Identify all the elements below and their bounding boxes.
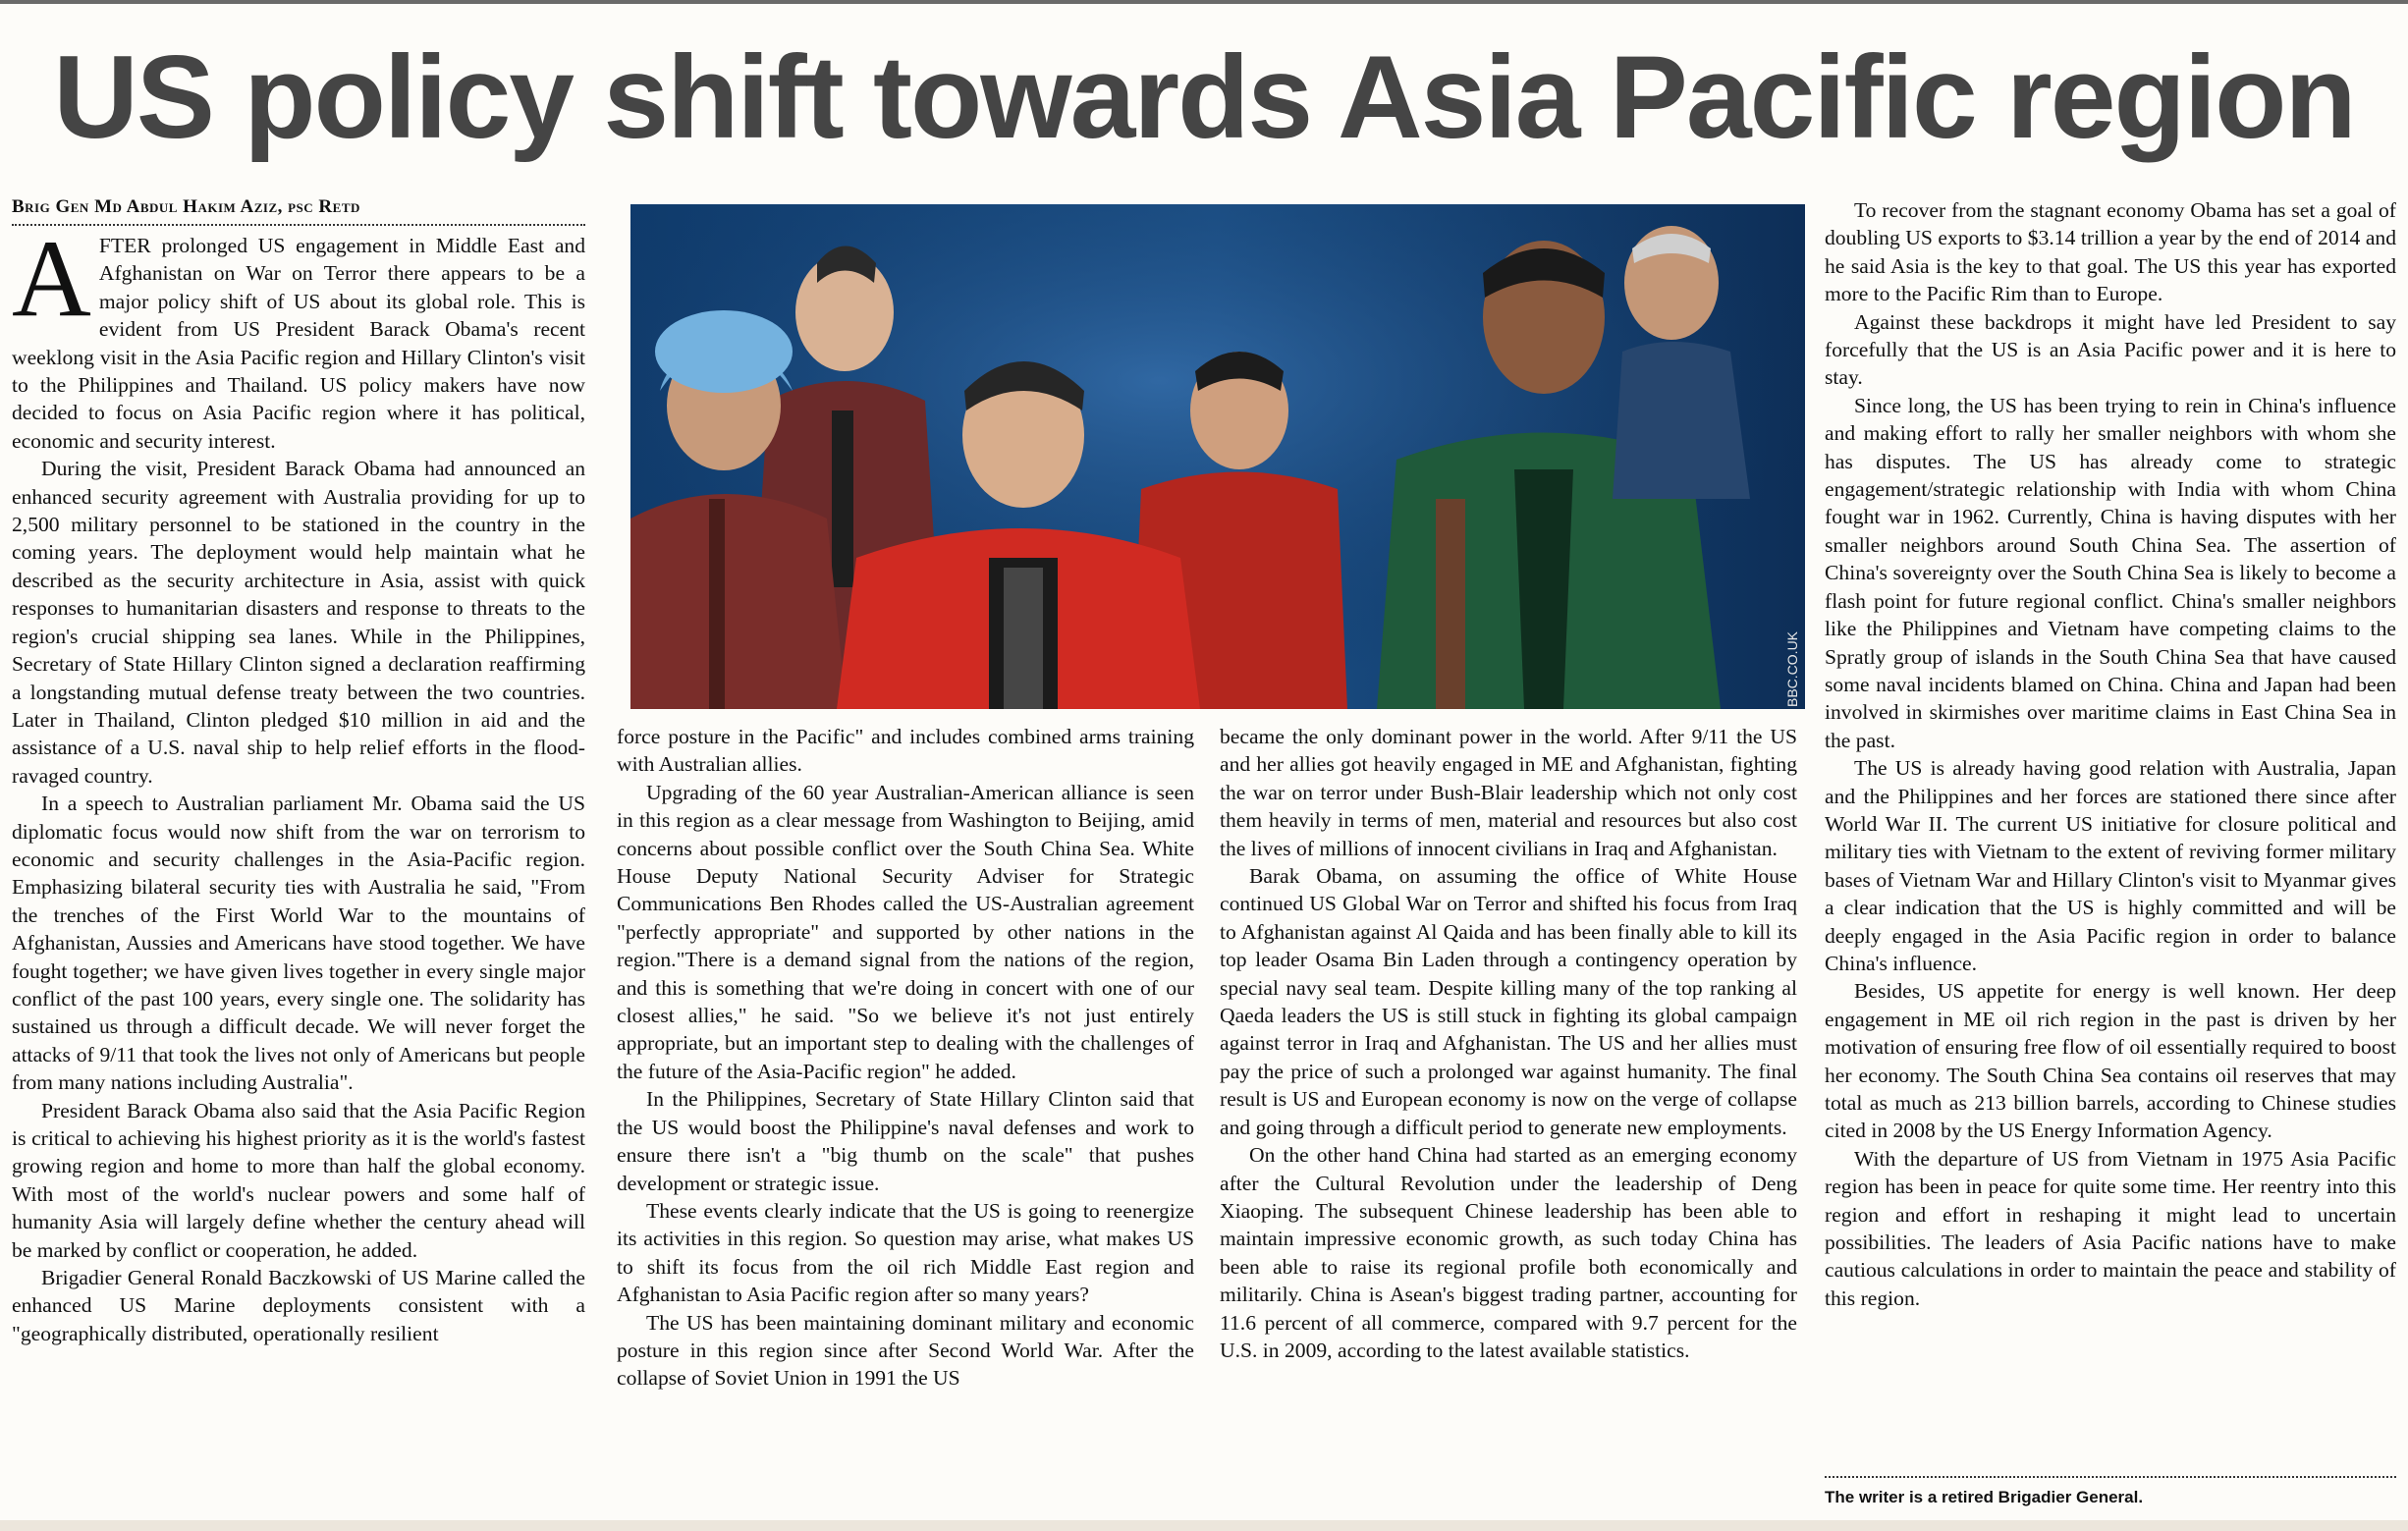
photo-credit: BBC.CO.UK (1784, 630, 1800, 707)
paragraph (12, 218, 585, 455)
author-note: The writer is a retired Brigadier General. (1825, 1476, 2396, 1507)
article-column-4 (1825, 196, 2396, 1312)
paragraph: In a speech to Australian parliament Mr. Obama said the US diplomatic focus would now shift from the war on terrorism to economic and security challenges in the Asia-Pacific region. Emphasizing bilateral security ties with Australia he said, "From the trenches of the First World War to the mountains of Afghanistan, Aussies and Americans have stood together. We have fought together; we have given lives together in every single major conflict of the past 100 years, every single one. The solidarity has sustained us through a difficult decade. We will never forget the attacks of 9/11 that took the lives not only of Americans but people from many nations including Australia". (12, 792, 585, 1095)
drop-cap: A (12, 218, 91, 340)
page-bottom-strip (0, 1520, 2408, 1531)
paragraph: The US is already having good relation with Australia, Japan and the Philippines and her forces are stationed there since after World War II. The current US initiative for closure political and military ties with Vietnam to the extent of reviving former military bases of Vietnam War and Hillary Clinton's visit to Myanmar gives a clear indication that the US is highly committed and will be deeply engaged in the Asia Pacific region in order to balance China's influence. (1825, 756, 2396, 975)
paragraph: Since long, the US has been trying to rein in China's influence and making effort to rally her smaller neighbors with whom she has disputes. The US has already come to strategic engagement/strategic relationship with India with whom China fought war in 1962. Currently, China is having disputes with her smaller neighbors around South China Sea. The assertion of China's sovereignty over the South China Sea is likely to become a flash point for future regional conflict. China's smaller neighbors like the Philippines and Vietnam have competing claims to the Spratly group of islands in the South China Sea that have caused some naval incidents blamed on China. China and Japan had been involved in skirmishes over maritime claims in East China Sea in the past. (1825, 393, 2396, 752)
paragraph: These events clearly indicate that the US is going to reenergize its activities in this region. So question may arise, what makes US to shift its focus from the oil rich Middle East region and Afghanistan to Asia Pacific region after so many years? (617, 1198, 1194, 1307)
top-rule (0, 0, 2408, 4)
byline: Brig Gen Md Abdul Hakim Aziz, psc Retd (12, 196, 585, 226)
headline: US policy shift towards Asia Pacific region (53, 31, 2355, 163)
article-column-1 (12, 218, 585, 1347)
paragraph: During the visit, President Barack Obama had announced an enhanced security agreement with Australia providing for up to 2,500 military personnel to be stationed in the country in the coming years. The deployment would help maintain what he described as the security architecture in Asia, assist with quick responses to humanitarian disasters and response to threats to the region's crucial shipping sea lanes. While in the Philippines, Secretary of State Hillary Clinton signed a declaration reaffirming a longstanding mutual defense treaty between the two countries. Later in Thailand, Clinton pledged $10 million in aid and the assistance of a U.S. naval ship to help relief efforts in the flood-ravaged country. (12, 457, 585, 788)
paragraph: Against these backdrops it might have led President to say forcefully that the US is an Asia Pacific power and it is here to stay. (1825, 309, 2396, 390)
paragraph: In the Philippines, Secretary of State Hillary Clinton said that the US would boost the Philippine's naval defenses and work to ensure there isn't a "big thumb on the scale" that pushes development or strategic issue. (617, 1087, 1194, 1195)
paragraph: The US has been maintaining dominant military and economic posture in this region since after Second World War. After the collapse of Soviet Union in 1991 the US (617, 1310, 1194, 1391)
news-photo (630, 204, 1805, 709)
paragraph-text: FTER prolonged US engagement in Middle East and Afghanistan on War on Terror there appears to be a major policy shift of US about its global role. This is evident from US President Barack Obama's recent weeklong visit in the Asia Pacific region and Hillary Clinton's visit to the Philippines and Thailand. US policy makers have now decided to focus on Asia Pacific region where it has political, economic and security interest. (12, 234, 585, 453)
paragraph: Brigadier General Ronald Baczkowski of US Marine called the enhanced US Marine deployments consistent with a "geographically distributed, operationally resilient (12, 1266, 585, 1345)
paragraph: With the departure of US from Vietnam in 1975 Asia Pacific region has been in peace for quite some time. Her reentry into this region and effort in reshaping it might lead to uncertain possibilities. The leaders of Asia Pacific nations have to make cautious calculations in order to maintain the peace and stability of this region. (1825, 1146, 2396, 1310)
article-column-3 (1220, 723, 1797, 1364)
paragraph: To recover from the stagnant economy Obama has set a goal of doubling US exports to $3.14 trillion a year by the end of 2014 and he said Asia is the key to that goal. The US this year has exported more to the Pacific Rim than to Europe. (1825, 198, 2396, 306)
paragraph: On the other hand China had started as an emerging economy after the Cultural Revolution under the leadership of Deng Xiaoping. The subsequent Chinese leadership has been able to maintain impressive economic growth, as such today China has been able to raise its regional profile both economically and militarily. China is Asean's biggest trading partner, accounting for 11.6 percent of all commerce, compared with 9.7 percent for the U.S. in 2009, according to the latest available statistics. (1220, 1143, 1797, 1362)
article-column-2 (617, 723, 1194, 1393)
paragraph: became the only dominant power in the world. After 9/11 the US and her allies got heavily engaged in ME and Afghanistan, fighting the war on terror under Bush-Blair leadership which not only cost them heavily in terms of men, material and resources but also cost the lives of millions of innocent civilians in Iraq and Afghanistan. (1220, 725, 1797, 860)
paragraph: Besides, US appetite for energy is well known. Her deep engagement in ME oil rich region in the past is driven by her motivation of ensuring free flow of oil essentially required to boost her economy. The South China Sea contains oil reserves that may total as much as 213 billion barrels, according to Chinese studies cited in 2008 by the US Energy Information Agency. (1825, 979, 2396, 1143)
paragraph: Barak Obama, on assuming the office of White House continued US Global War on Terror and shifted his focus from Iraq to Afghanistan against Al Qaida and has been finally able to kill its top leader Osama Bin Laden through a contingency operation by special navy seal team. Despite killing many of the top ranking al Qaeda leaders the US is still stuck in fighting its global campaign against terror in Iraq and Afghanistan. The US and her allies must pay the price of such a prolonged war against humanity. The final result is US and European economy is now on the verge of collapse and going through a difficult period to generate new employments. (1220, 864, 1797, 1139)
paragraph: Upgrading of the 60 year Australian-American alliance is seen in this region as a clear message from Washington to Beijing, amid concerns about possible conflict over the South China Sea. White House Deputy National Security Adviser for Strategic Communications Ben Rhodes called the US-Australian agreement "perfectly appropriate" and supported by other nations in the region."There is a demand signal from the nations of the region, and this is something that we're doing in concert with one of our closest allies," he said. "So we believe it's not just entirely appropriate, but an important step to dealing with the challenges of the future of the Asia-Pacific region" he added. (617, 780, 1194, 1083)
paragraph: President Barack Obama also said that the Asia Pacific Region is critical to achieving his highest priority as it is the world's fastest growing region and home to more than half the global economy. With most of the world's nuclear powers and some half of humanity Asia will largely define whether the century ahead will be marked by conflict or cooperation, he added. (12, 1098, 585, 1262)
paragraph: force posture in the Pacific" and includes combined arms training with Australian allies. (617, 725, 1194, 777)
